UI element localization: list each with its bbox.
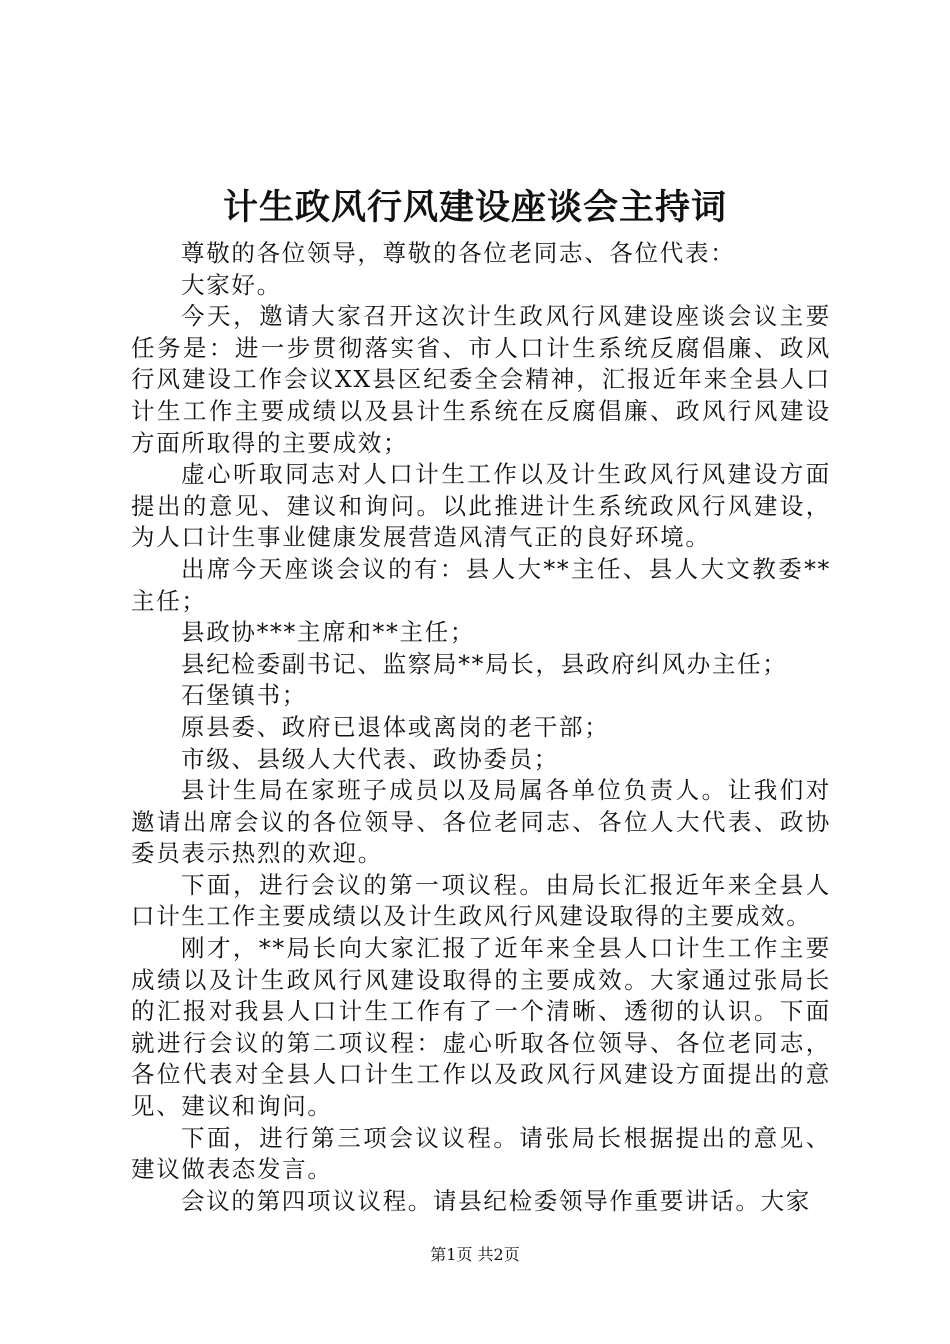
document-title: 计生政风行风建设座谈会主持词 xyxy=(222,187,727,228)
paragraph-meeting-purpose: 今天，邀请大家召开这次计生政风行风建设座谈会议主要任务是：进一步贯彻落实省、市人口计生系统反腐倡廉、政风行风建设工作会议XX县区纪委全会精神，汇报近年来全县人口计生工作主要成绩以及县计生系统在反腐倡廉、政风行风建设方面所取得的主要成效； xyxy=(131,302,831,457)
paragraph-attendees-discipline: 县纪检委副书记、监察局**局长，县政府纠风办主任； xyxy=(181,649,788,678)
paragraph-attendees-cppcc: 县政协***主席和**主任； xyxy=(181,618,476,647)
paragraph-attendees-intro: 出席今天座谈会议的有：县人大**主任、县人大文教委**主任； xyxy=(131,554,831,615)
paragraph-attendees-deputies: 市级、县级人大代表、政协委员； xyxy=(181,744,559,773)
paragraph-attendees-retired: 原县委、政府已退体或离岗的老干部； xyxy=(181,712,610,741)
document-body xyxy=(131,238,831,1217)
paragraph-agenda-two: 刚才，**局长向大家汇报了近年来全县人口计生工作主要成绩以及计生政风行风建设取得的主要成效。大家通过张局长的汇报对我县人口计生工作有了一个清晰、透彻的认识。下面就进行会议的第二项议程：虚心听取各位领导、各位老同志，各位代表对全县人口计生工作以及政风行风建设方面提出的意见、建议和询问。 xyxy=(131,934,831,1121)
paragraph-listen-opinions: 虚心听取同志对人口计生工作以及计生政风行风建设方面提出的意见、建议和询问。以此推进计生系统政风行风建设，为人口计生事业健康发展营造风清气正的良好环境。 xyxy=(131,460,831,552)
paragraph-agenda-four: 会议的第四项议议程。请县纪检委领导作重要讲话。大家 xyxy=(181,1186,811,1215)
paragraph-greeting: 大家好。 xyxy=(181,270,282,299)
paragraph-attendees-town: 石堡镇书； xyxy=(181,681,307,710)
paragraph-agenda-three: 下面，进行第三项会议议程。请张局长根据提出的意见、建议做表态发言。 xyxy=(131,1123,831,1184)
paragraph-salutation: 尊敬的各位领导，尊敬的各位老同志、各位代表： xyxy=(181,239,736,267)
page-number-footer: 第1页 共2页 xyxy=(430,1245,520,1264)
paragraph-welcome: 县计生局在家班子成员以及局属各单位负责人。让我们对邀请出席会议的各位领导、各位老同志、各位人大代表、政协委员表示热烈的欢迎。 xyxy=(131,776,831,868)
paragraph-agenda-one: 下面，进行会议的第一项议程。由局长汇报近年来全县人口计生工作主要成绩以及计生政风行风建设取得的主要成效。 xyxy=(131,870,831,931)
